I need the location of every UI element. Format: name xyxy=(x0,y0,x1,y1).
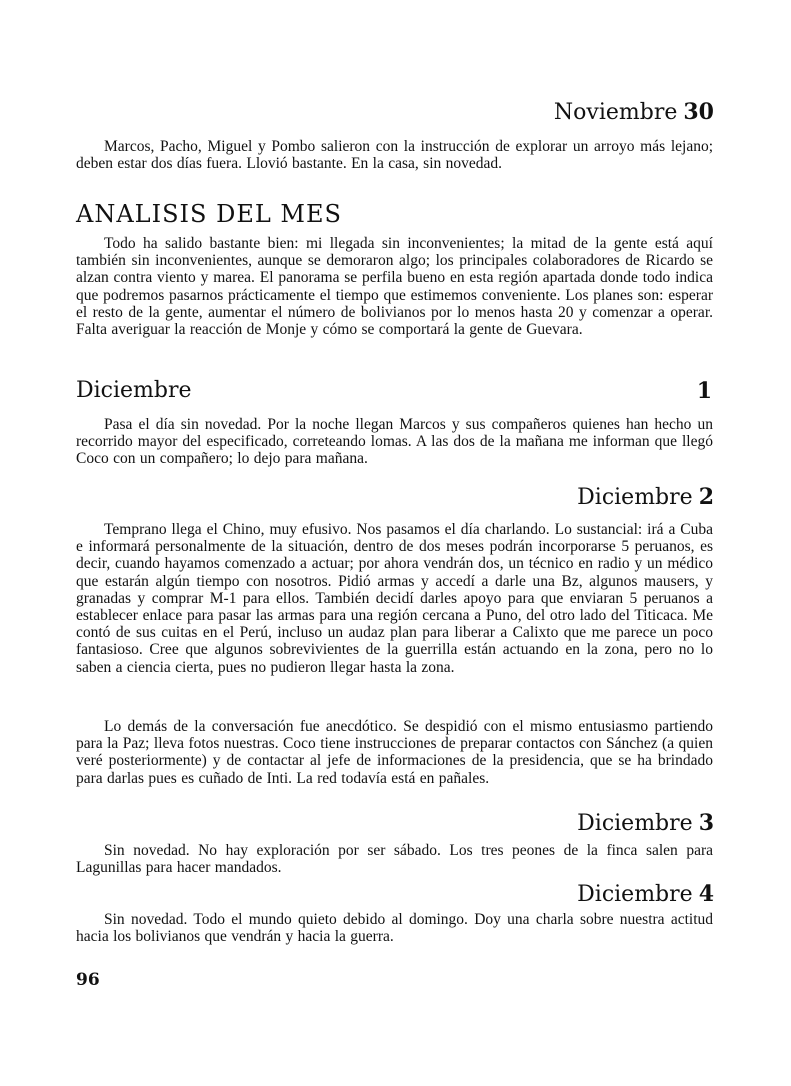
heading-month: Diciembre xyxy=(577,882,693,907)
section-title-analisis: ANALISIS DEL MES xyxy=(76,200,342,228)
heading-month: Diciembre xyxy=(76,378,192,403)
entry-heading-dec-2 xyxy=(577,484,714,511)
heading-month: Diciembre xyxy=(577,811,693,836)
entry-text-dec-3: Sin novedad. No hay exploración por ser sábado. Los tres peones de la finca salen para Lagunillas para hacer mandados. xyxy=(76,842,713,877)
heading-day: 2 xyxy=(698,484,714,510)
entry-text-dec-1: Pasa el día sin novedad. Por la noche llegan Marcos y sus compañeros quienes han hecho un recorrido mayor del especificado, correteando lomas. A las dos de la mañana me informan que llegó Coco con un compañero; lo dejo para mañana. xyxy=(76,416,713,468)
analysis-text: Todo ha salido bastante bien: mi llegada sin inconvenientes; la mitad de la gente está aquí también sin inconvenientes, aunque se demoraron algo; los principales colaboradores de Ricardo se alzan contra viento y marea. El panorama se perfila bueno en esta región apartada donde todo indica que podremos pasarnos prácticamente el tiempo que estimemos conveniente. Los planes son: esperar el resto de la gente, aumentar el número de bolivianos por lo menos hasta 20 y comenzar a operar. Falta averiguar la reacción de Monje y cómo se comportará la gente de Guevara. xyxy=(76,235,713,339)
entry-text-dec-2-part-1: Temprano llega el Chino, muy efusivo. Nos pasamos el día charlando. Lo sustancial: irá a Cuba e informará personalmente de la situación, dentro de dos meses podrán incorporarse 5 peruanos, es decir, cuando hayamos comenzado a actuar; por ahora vendrán dos, un técnico en radio y un médico que estarán algún tiempo con nosotros. Pidió armas y accedí a darle una Bz, algunos mausers, y granadas y comprar M-1 para ellos. También decidí darles apoyo para que enviaran 5 peruanos a establecer enlace para pasar las armas para una región cercana a Puno, del otro lado del Titicaca. Me contó de sus cuitas en el Perú, incluso un audaz plan para liberar a Calixto que me parece un poco fantasioso. Cree que algunos sobrevivientes de la guerrilla están actuando en la zona, pero no lo saben a ciencia cierta, pues no pudieron llegar hasta la zona. xyxy=(76,521,713,676)
heading-day: 30 xyxy=(683,99,714,125)
heading-day: 1 xyxy=(696,378,712,404)
entry-text-nov-30: Marcos, Pacho, Miguel y Pombo salieron con la instrucción de explorar un arroyo más lejano; deben estar dos días fuera. Llovió bastante. En la casa, sin novedad. xyxy=(76,138,713,173)
entry-text-dec-2-part-2: Lo demás de la conversación fue anecdótico. Se despidió con el mismo entusiasmo partiendo para la Paz; lleva fotos nuestras. Coco tiene instrucciones de preparar contactos con Sánchez (a quien veré posteriormente) y de contactar al jefe de informaciones de la presidencia, que se ha brindado para darlas pues es cuñado de Inti. La red todavía está en pañales. xyxy=(76,718,713,787)
entry-heading-dec-4 xyxy=(577,881,714,908)
entry-text-dec-4: Sin novedad. Todo el mundo quieto debido al domingo. Doy una charla sobre nuestra actitud hacia los bolivianos que vendrán y hacia la guerra. xyxy=(76,911,713,946)
entry-heading-nov-30 xyxy=(554,99,714,126)
entry-heading-dec-3 xyxy=(577,810,714,837)
page-number: 96 xyxy=(76,970,100,990)
entry-heading-dec-1 xyxy=(76,378,712,404)
heading-day: 3 xyxy=(698,810,714,836)
heading-month: Diciembre xyxy=(577,485,693,510)
heading-month: Noviembre xyxy=(553,100,678,125)
heading-day: 4 xyxy=(698,881,714,907)
